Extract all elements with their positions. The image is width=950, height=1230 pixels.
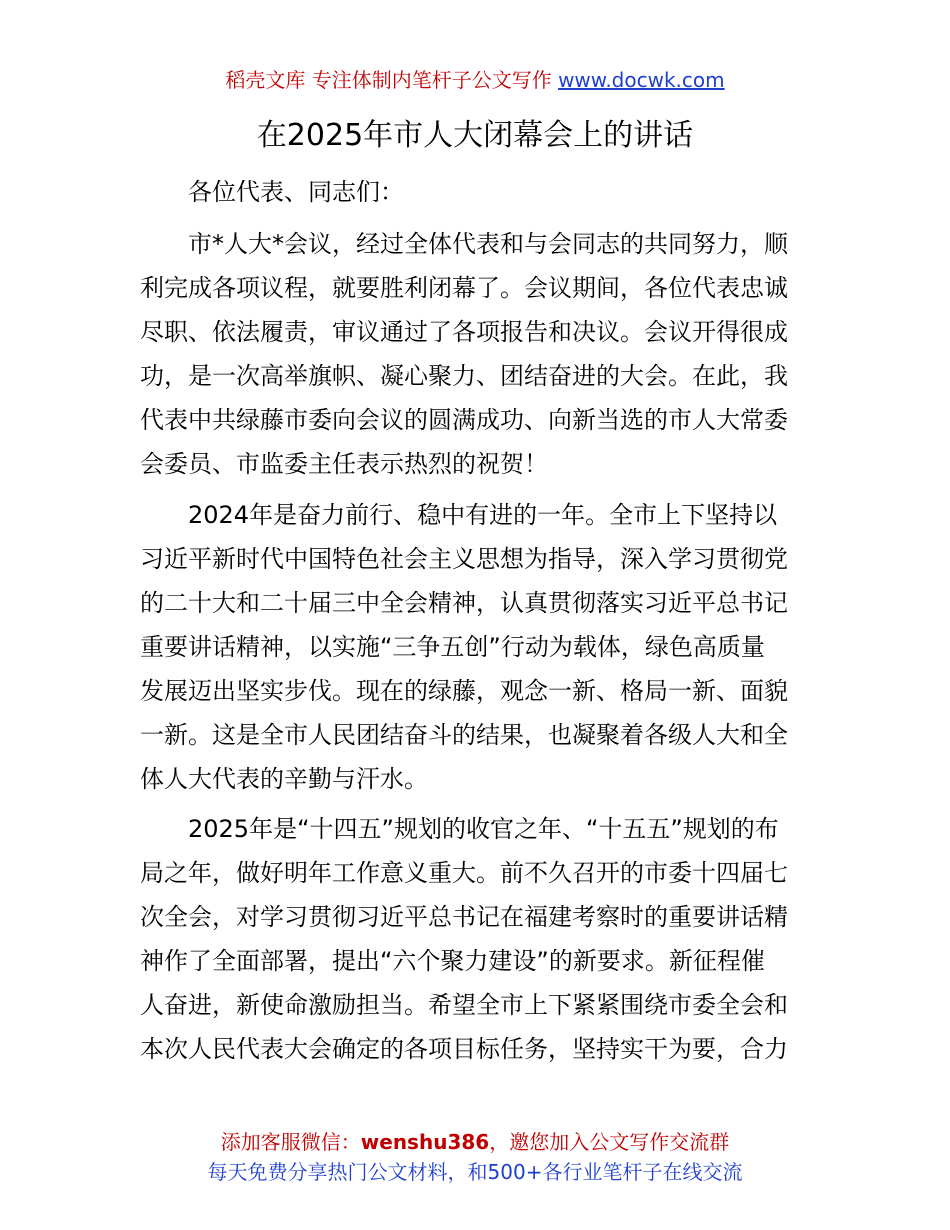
text-line: 代表中共绿藤市委向会议的圆满成功、向新当选的市人大常委 — [140, 406, 788, 434]
text-line: 人奋进，新使命激励担当。希望全市上下紧紧围绕市委全会和 — [140, 991, 788, 1019]
footer-contact-prefix: 添加客服微信： — [220, 1130, 361, 1154]
text-line: 神作了全面部署，提出“六个聚力建设”的新要求。新征程催 — [140, 947, 765, 975]
text-line: 本次人民代表大会确定的各项目标任务，坚持实干为要，合力 — [140, 1035, 788, 1063]
text-line: 一新。这是全市人民团结奋斗的结果，也凝聚着各级人大和全 — [140, 721, 788, 749]
footer-contact — [0, 1126, 950, 1158]
site-header — [0, 64, 950, 96]
footer-promo: 每天免费分享热门公文材料，和500+各行业笔杆子在线交流 — [207, 1160, 743, 1184]
footer-contact-suffix: ，邀您加入公文写作交流群 — [489, 1130, 730, 1154]
text-line: 2024年是奋力前行、稳中有进的一年。全市上下坚持以 — [188, 501, 778, 529]
text-line: 尽职、依法履责，审议通过了各项报告和决议。会议开得很成 — [140, 318, 788, 346]
text-line: 2025年是“十四五”规划的收官之年、“十五五”规划的布 — [188, 815, 779, 843]
text-line: 利完成各项议程，就要胜利闭幕了。会议期间，各位代表忠诚 — [140, 274, 788, 302]
text-line: 习近平新时代中国特色社会主义思想为指导，深入学习贯彻党 — [140, 545, 788, 573]
text-line: 次全会，对学习贯彻习近平总书记在福建考察时的重要讲话精 — [140, 903, 788, 931]
document-title: 在2025年市人大闭幕会上的讲话 — [256, 118, 694, 153]
salutation: 各位代表、同志们： — [188, 178, 404, 206]
text-line: 发展迈出坚实步伐。现在的绿藤，观念一新、格局一新、面貌 — [140, 677, 788, 705]
text-line: 市*人大*会议，经过全体代表和与会同志的共同努力，顺 — [188, 230, 788, 258]
paragraph-3 — [140, 807, 788, 1071]
text-line: 功，是一次高举旗帜、凝心聚力、团结奋进的大会。在此，我 — [140, 362, 788, 390]
text-line: 会委员、市监委主任表示热烈的祝贺！ — [140, 450, 548, 478]
text-line: 的二十大和二十届三中全会精神，认真贯彻落实习近平总书记 — [140, 589, 788, 617]
wechat-id: wenshu386 — [360, 1130, 490, 1154]
site-link[interactable]: www.docwk.com — [558, 68, 725, 92]
paragraph-2 — [140, 493, 788, 801]
paragraph-1 — [140, 222, 788, 486]
text-line: 重要讲话精神，以实施“三争五创”行动为载体，绿色高质量 — [140, 633, 765, 661]
text-line: 体人大代表的辛勤与汗水。 — [140, 765, 428, 793]
text-line: 局之年，做好明年工作意义重大。前不久召开的市委十四届七 — [140, 859, 788, 887]
site-header-text: 稻壳文库 专注体制内笔杆子公文写作 — [225, 68, 559, 92]
